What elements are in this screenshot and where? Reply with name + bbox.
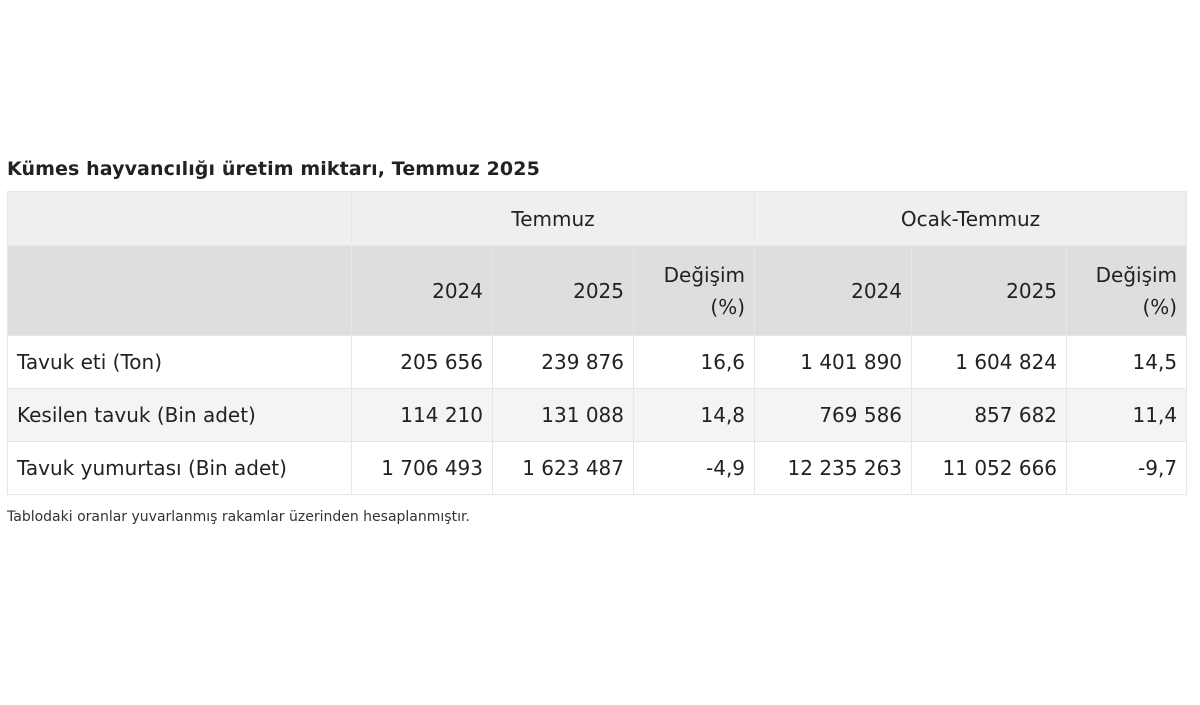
- cell: 14,8: [634, 389, 755, 442]
- corner-cell: [8, 192, 352, 246]
- group-header-temmuz: Temmuz: [352, 192, 755, 246]
- cell: 1 623 487: [493, 442, 634, 495]
- cell: 769 586: [755, 389, 912, 442]
- cell: 11,4: [1067, 389, 1187, 442]
- cell: 857 682: [912, 389, 1067, 442]
- cell: 131 088: [493, 389, 634, 442]
- col-header-2025-ocak-temmuz: 2025: [912, 246, 1067, 336]
- col-header-2025-temmuz: 2025: [493, 246, 634, 336]
- cell: 16,6: [634, 336, 755, 389]
- cell: 114 210: [352, 389, 493, 442]
- group-header-ocak-temmuz: Ocak-Temmuz: [755, 192, 1187, 246]
- row-label-header: [8, 246, 352, 336]
- row-label: Kesilen tavuk (Bin adet): [8, 389, 352, 442]
- footnote: Tablodaki oranlar yuvarlanmış rakamlar üzerinden hesaplanmıştır.: [7, 509, 470, 525]
- group-header-row: [8, 192, 1187, 246]
- col-header-degisim-temmuz: Değişim (%): [634, 246, 755, 336]
- row-label: Tavuk eti (Ton): [8, 336, 352, 389]
- cell: -9,7: [1067, 442, 1187, 495]
- cell: -4,9: [634, 442, 755, 495]
- table-row: [8, 442, 1187, 495]
- cell: 12 235 263: [755, 442, 912, 495]
- cell: 205 656: [352, 336, 493, 389]
- cell: 11 052 666: [912, 442, 1067, 495]
- col-header-2024-ocak-temmuz: 2024: [755, 246, 912, 336]
- cell: 1 706 493: [352, 442, 493, 495]
- table-row: [8, 336, 1187, 389]
- row-label: Tavuk yumurtası (Bin adet): [8, 442, 352, 495]
- cell: 239 876: [493, 336, 634, 389]
- cell: 14,5: [1067, 336, 1187, 389]
- cell: 1 604 824: [912, 336, 1067, 389]
- table-title: Kümes hayvancılığı üretim miktarı, Temmuz 2025: [7, 158, 540, 180]
- column-header-row: [8, 246, 1187, 336]
- table-row: [8, 389, 1187, 442]
- col-header-2024-temmuz: 2024: [352, 246, 493, 336]
- col-header-degisim-ocak-temmuz: Değişim (%): [1067, 246, 1187, 336]
- production-table: [7, 191, 1187, 495]
- cell: 1 401 890: [755, 336, 912, 389]
